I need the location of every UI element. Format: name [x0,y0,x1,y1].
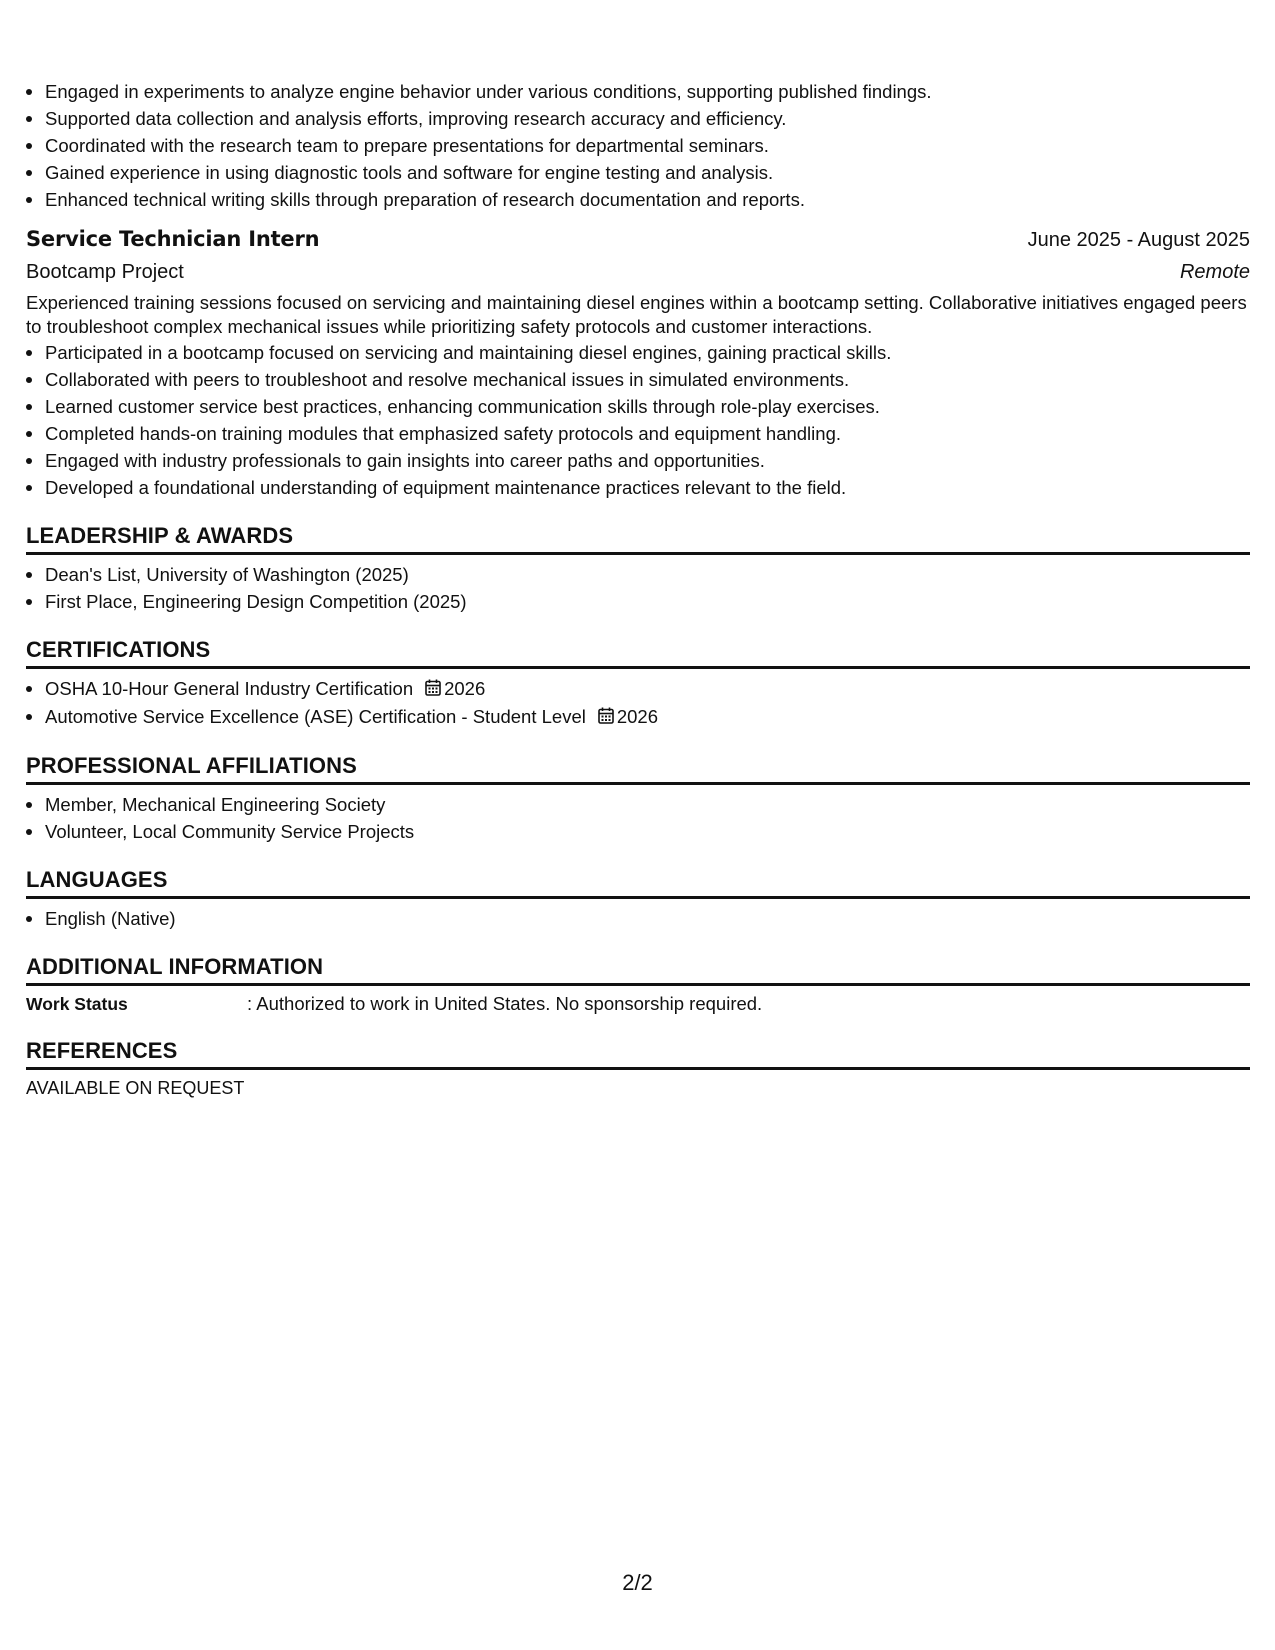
list-item: Engaged with industry professionals to gain insights into career paths and opportunities. [26,447,1250,474]
affiliations-section [26,751,1250,845]
list-item: Developed a foundational understanding of equipment maintenance practices relevant to the field. [26,474,1250,501]
languages-section [26,865,1250,932]
certification-name: Automotive Service Excellence (ASE) Certification - Student Level [45,706,586,727]
certification-year: 2026 [444,678,486,699]
job-dates: June 2025 - August 2025 [1027,229,1250,251]
list-item: Collaborated with peers to troubleshoot and resolve mechanical issues in simulated environments. [26,366,1250,393]
leadership-section [26,521,1250,615]
list-item: Coordinated with the research team to prepare presentations for departmental seminars. [26,132,1250,159]
additional-info-section [26,952,1250,1016]
calendar-icon [598,704,614,731]
list-item: Participated in a bootcamp focused on servicing and maintaining diesel engines, gaining practical skills. [26,339,1250,366]
research-bullet-list [26,78,1250,213]
section-title: CERTIFICATIONS [26,635,1250,669]
section-title: LEADERSHIP & AWARDS [26,521,1250,555]
job-summary: Experienced training sessions focused on servicing and maintaining diesel engines within a bootcamp setting. Collaborative initiatives engaged peers to troubleshoot complex mechanical issues while prioritizing safety protocols and customer interactions. [26,292,1247,337]
certification-year: 2026 [616,706,659,727]
certification-item [26,703,1250,731]
certifications-section [26,635,1250,731]
work-status-value: : Authorized to work in United States. No sponsorship required. [247,993,763,1014]
section-title: REFERENCES [26,1036,1250,1070]
job-organization: Bootcamp Project [26,261,184,283]
page-number: 2/2 [622,1570,653,1595]
list-item: Engaged in experiments to analyze engine behavior under various conditions, supporting published findings. [26,78,1250,105]
list-item: English (Native) [26,905,1250,932]
job-bullet-list [26,339,1250,501]
work-status-label: Work Status [26,994,128,1014]
section-title: LANGUAGES [26,865,1250,899]
experience-entry [26,223,1250,501]
list-item: Completed hands-on training modules that emphasized safety protocols and equipment handling. [26,420,1250,447]
references-text: AVAILABLE ON REQUEST [26,1078,245,1098]
certification-item [26,675,1250,703]
list-item: Volunteer, Local Community Service Projects [26,818,1250,845]
list-item: Supported data collection and analysis efforts, improving research accuracy and efficiency. [26,105,1250,132]
resume-page-2 [26,78,1250,1100]
list-item: Enhanced technical writing skills through preparation of research documentation and reports. [26,186,1250,213]
list-item: Member, Mechanical Engineering Society [26,791,1250,818]
certification-name: OSHA 10-Hour General Industry Certification [45,678,414,699]
work-status-row [26,992,1250,1016]
job-title: Service Technician Intern [26,227,320,251]
list-item: Learned customer service best practices, enhancing communication skills through role-play exercises. [26,393,1250,420]
calendar-icon [425,676,441,703]
list-item: Dean's List, University of Washington (2025) [26,561,1250,588]
references-section [26,1036,1250,1100]
list-item: Gained experience in using diagnostic tools and software for engine testing and analysis. [26,159,1250,186]
section-title: PROFESSIONAL AFFILIATIONS [26,751,1250,785]
section-title: ADDITIONAL INFORMATION [26,952,1250,986]
list-item: First Place, Engineering Design Competition (2025) [26,588,1250,615]
job-location: Remote [1179,261,1250,283]
